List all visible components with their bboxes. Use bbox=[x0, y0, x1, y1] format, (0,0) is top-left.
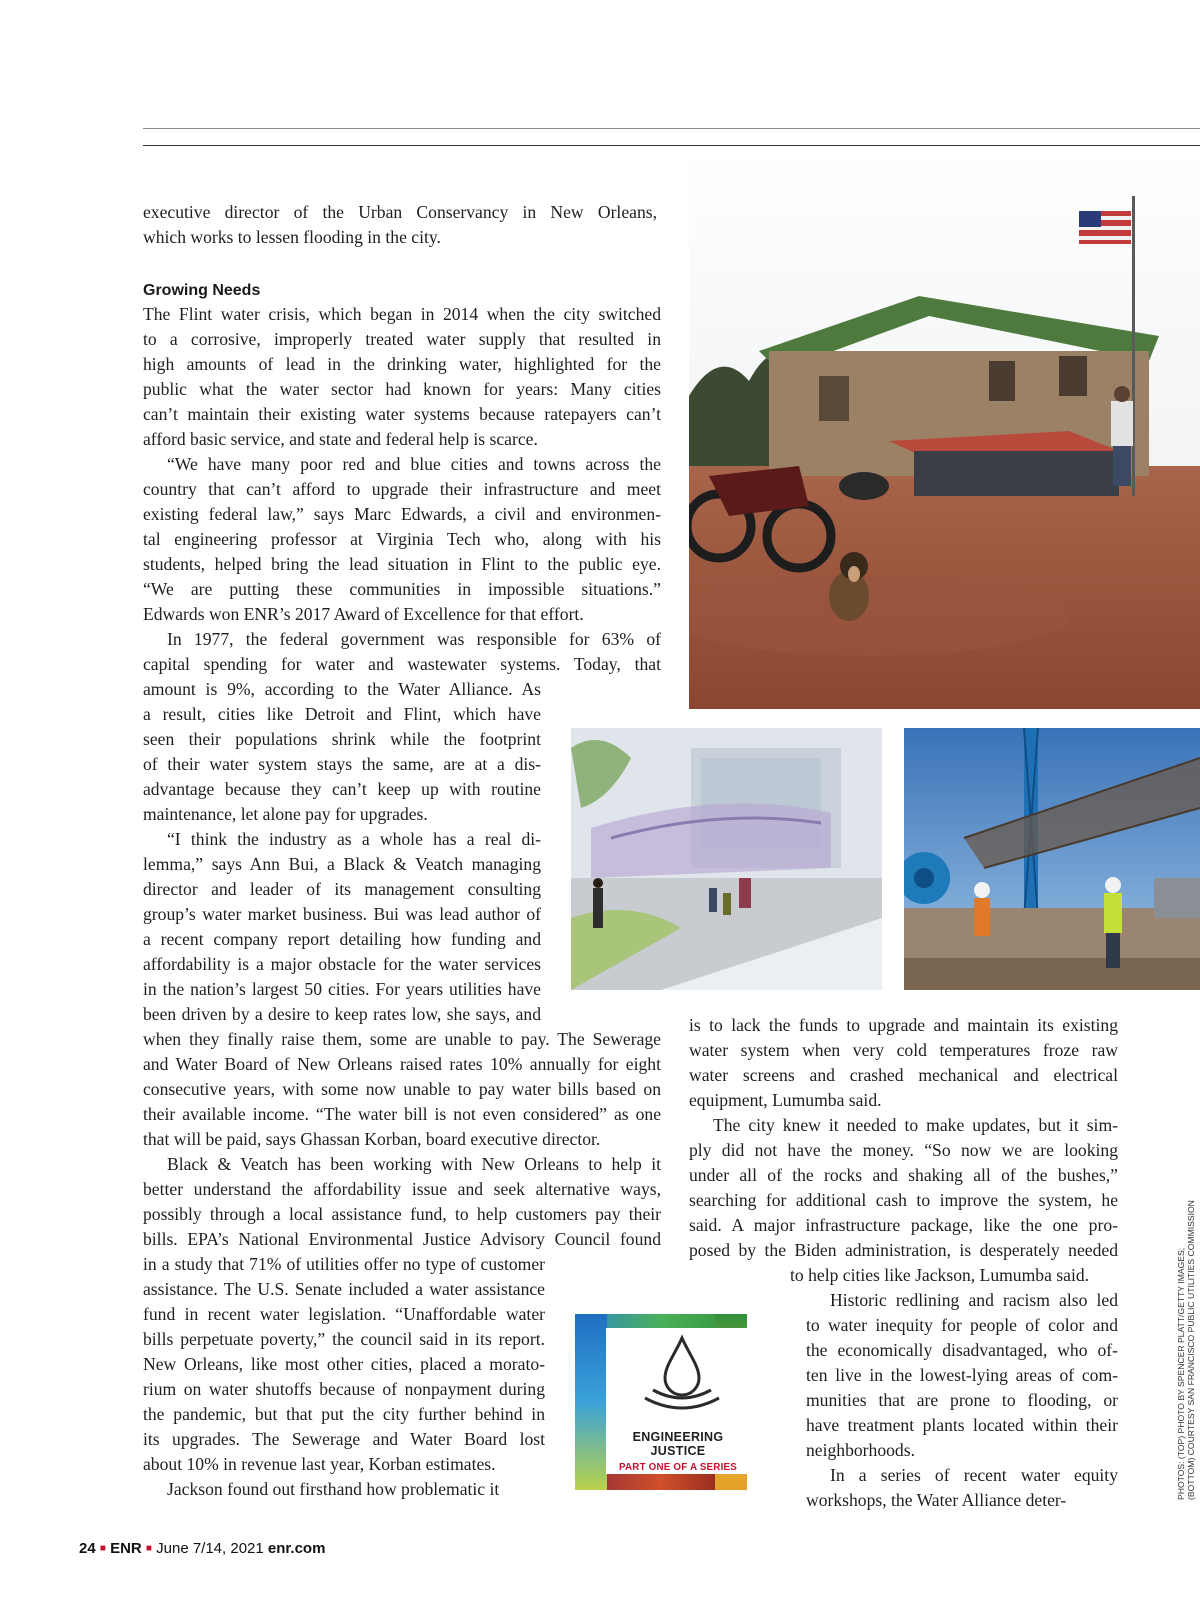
text-line: when they finally raise them, some are unable to pay. The Sewerage bbox=[143, 1029, 661, 1049]
page-number: 24 bbox=[79, 1540, 96, 1557]
text-line: water system when very cold temperatures froze raw bbox=[689, 1040, 1118, 1060]
text-line: existing federal law,” says Marc Edwards, a civil and environmen- bbox=[143, 504, 661, 524]
text-line: possibly through a local assistance fund, to help customers pay their bbox=[143, 1204, 661, 1224]
text-line: The city knew it needed to make updates, but it sim- bbox=[713, 1115, 1118, 1135]
text-line: New Orleans, like most other cities, placed a morato- bbox=[143, 1354, 545, 1374]
engineering-justice-logo bbox=[575, 1314, 747, 1490]
photo-rural-home-art bbox=[689, 146, 1200, 709]
text-line: workshops, the Water Alliance deter- bbox=[806, 1490, 1067, 1510]
text-line: to water inequity for people of color and bbox=[806, 1315, 1118, 1335]
text-line: “We are putting these communities in impossible situations.” bbox=[143, 579, 661, 599]
text-line: seen their populations shrink while the footprint bbox=[143, 729, 541, 749]
text-line: executive director of the Urban Conservancy in New Orleans, bbox=[143, 202, 657, 222]
text-line: bills perpetuate poverty,” the council said in its report. bbox=[143, 1329, 545, 1349]
photo-rendering-plaza-art bbox=[571, 728, 882, 990]
text-line: afford basic service, and state and federal help is scarce. bbox=[143, 429, 538, 449]
text-line: Historic redlining and racism also led bbox=[830, 1290, 1118, 1310]
text-line: Jackson found out firsthand how problematic it bbox=[167, 1479, 500, 1499]
logo-series-label: PART ONE OF A SERIES bbox=[619, 1462, 737, 1473]
footer-bullet-2: ■ bbox=[145, 1543, 152, 1554]
issue-date: June 7/14, 2021 bbox=[156, 1540, 264, 1557]
photo-rendering-plaza bbox=[571, 728, 882, 990]
top-rule-light bbox=[143, 128, 1200, 129]
text-line: been driven by a desire to keep rates low, she says, and bbox=[143, 1004, 541, 1024]
magazine-name: ENR bbox=[110, 1540, 142, 1557]
logo-title-line2: JUSTICE bbox=[650, 1444, 706, 1458]
text-line: ten live in the lowest-lying areas of com- bbox=[806, 1365, 1118, 1385]
text-line: “We have many poor red and blue cities and towns across the bbox=[167, 454, 661, 474]
section-heading: Growing Needs bbox=[143, 282, 261, 299]
text-line: their available income. “The water bill is not even considered” as one bbox=[143, 1104, 661, 1124]
text-line: high amounts of lead in the drinking water, highlighted for the bbox=[143, 354, 661, 374]
text-line: In a series of recent water equity bbox=[830, 1465, 1118, 1485]
text-line: “I think the industry as a whole has a real di- bbox=[167, 829, 541, 849]
photo-rural-home bbox=[689, 146, 1200, 709]
text-line: In 1977, the federal government was responsible for 63% of bbox=[167, 629, 661, 649]
text-line: better understand the affordability issue and seek alternative ways, bbox=[143, 1179, 661, 1199]
photo-credit-line2: (BOTTOM) COURTESY SAN FRANCISCO PUBLIC UTILITIES COMMISSION bbox=[1186, 1200, 1196, 1500]
text-line: and Water Board of New Orleans raised rates 10% annually for eight bbox=[143, 1054, 661, 1074]
text-line: neighborhoods. bbox=[806, 1440, 915, 1460]
text-line: the pandemic, but that put the city further behind in bbox=[143, 1404, 545, 1424]
text-line: in a study that 71% of utilities offer no type of customer bbox=[143, 1254, 545, 1274]
text-line: is to lack the funds to upgrade and maintain its existing bbox=[689, 1015, 1118, 1035]
photo-construction-site-art bbox=[904, 728, 1200, 990]
text-line: said. A major infrastructure package, like the one pro- bbox=[689, 1215, 1118, 1235]
text-line: advantage because they can’t keep up with routine bbox=[143, 779, 541, 799]
text-line: rium on water shutoffs because of nonpayment during bbox=[143, 1379, 545, 1399]
text-line: that will be paid, says Ghassan Korban, board executive director. bbox=[143, 1129, 601, 1149]
page-footer bbox=[79, 1540, 325, 1557]
text-line: assistance. The U.S. Senate included a water assistance bbox=[143, 1279, 545, 1299]
text-line: can’t maintain their existing water systems because ratepayers can’t bbox=[143, 404, 661, 424]
text-line: public what the water sector had known for years: Many cities bbox=[143, 379, 661, 399]
text-line: country that can’t afford to upgrade their infrastructure and meet bbox=[143, 479, 661, 499]
text-line: its upgrades. The Sewerage and Water Board lost bbox=[143, 1429, 545, 1449]
text-line: under all of the rocks and shaking all of the bushes,” bbox=[689, 1165, 1118, 1185]
text-line: consecutive years, with some now unable to pay water bills based on bbox=[143, 1079, 661, 1099]
text-line: Edwards won ENR’s 2017 Award of Excellence for that effort. bbox=[143, 604, 584, 624]
text-line: the economically disadvantaged, who of- bbox=[806, 1340, 1118, 1360]
text-line: students, helped bring the lead situation in Flint to the public eye. bbox=[143, 554, 661, 574]
text-line: about 10% in revenue last year, Korban estimates. bbox=[143, 1454, 496, 1474]
website-link[interactable]: enr.com bbox=[267, 1540, 326, 1557]
text-line: searching for additional cash to improve the system, he bbox=[689, 1190, 1118, 1210]
text-line: water screens and crashed mechanical and electrical bbox=[689, 1065, 1118, 1085]
text-line: group’s water market business. Bui was lead author of bbox=[143, 904, 541, 924]
text-line: munities that are prone to flooding, or bbox=[806, 1390, 1118, 1410]
photo-construction-site bbox=[904, 728, 1200, 990]
text-line: affordability is a major obstacle for the water services bbox=[143, 954, 541, 974]
text-line: which works to lessen flooding in the city. bbox=[143, 227, 441, 247]
text-line: Black & Veatch has been working with New Orleans to help it bbox=[167, 1154, 661, 1174]
photo-credit-line1: PHOTOS: (TOP) PHOTO BY SPENCER PLATT/GETTY IMAGES; bbox=[1176, 1247, 1186, 1500]
text-line: fund in recent water legislation. “Unaffordable water bbox=[143, 1304, 545, 1324]
text-line: lemma,” says Ann Bui, a Black & Veatch managing bbox=[143, 854, 541, 874]
text-line: to a corrosive, improperly treated water supply that resulted in bbox=[143, 329, 661, 349]
footer-bullet-1: ■ bbox=[99, 1543, 106, 1554]
text-line: tal engineering professor at Virginia Tech who, along with his bbox=[143, 529, 661, 549]
text-line: capital spending for water and wastewater systems. Today, that bbox=[143, 654, 661, 674]
text-line: to help cities like Jackson, Lumumba said. bbox=[790, 1265, 1090, 1285]
text-line: have treatment plants located within their bbox=[806, 1415, 1118, 1435]
text-line: equipment, Lumumba said. bbox=[689, 1090, 882, 1110]
text-line: ply did not have the money. “So now we are looking bbox=[689, 1140, 1118, 1160]
photo-credit bbox=[1176, 1200, 1196, 1500]
text-line: amount is 9%, according to the Water Alliance. As bbox=[143, 679, 541, 699]
text-line: posed by the Biden administration, is desperately needed bbox=[689, 1240, 1118, 1260]
text-line: in the nation’s largest 50 cities. For years utilities have bbox=[143, 979, 541, 999]
text-line: a recent company report detailing how funding and bbox=[143, 929, 541, 949]
text-line: a result, cities like Detroit and Flint, which have bbox=[143, 704, 541, 724]
text-line: bills. EPA’s National Environmental Justice Advisory Council found bbox=[143, 1229, 661, 1249]
text-line: director and leader of its management consulting bbox=[143, 879, 541, 899]
logo-title-line1: ENGINEERING bbox=[632, 1430, 724, 1444]
text-line: maintenance, let alone pay for upgrades. bbox=[143, 804, 428, 824]
text-line: of their water system stays the same, are at a dis- bbox=[143, 754, 541, 774]
text-line: The Flint water crisis, which began in 2014 when the city switched bbox=[143, 304, 661, 324]
